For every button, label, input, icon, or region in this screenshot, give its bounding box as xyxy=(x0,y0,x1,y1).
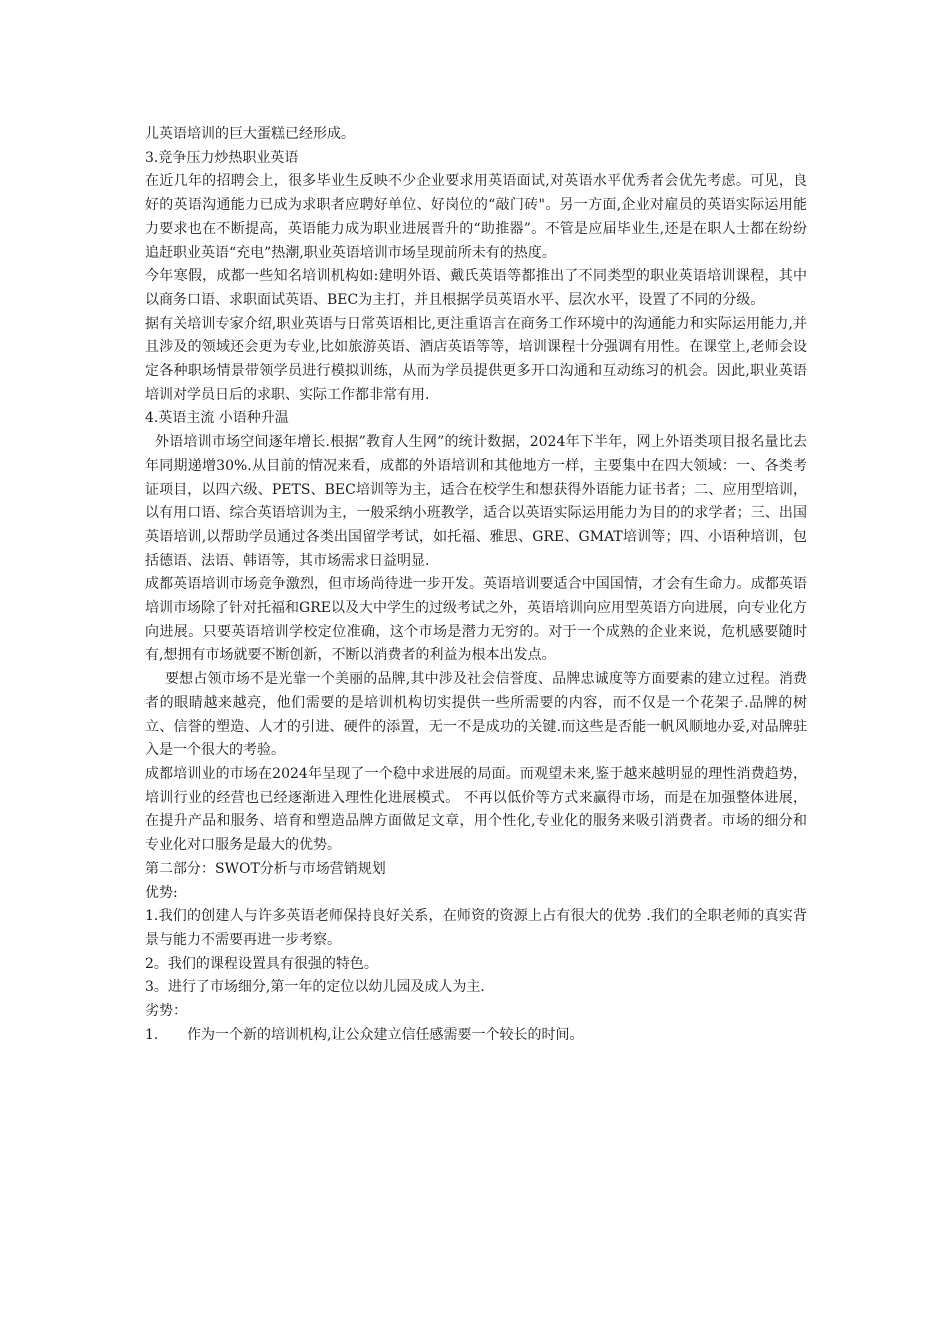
paragraph: 今年寒假，成都一些知名培训机构如:建明外语、戴氏英语等都推出了不同类型的职业英语培训课程，其中以商务口语、求职面试英语、BEC为主打，并且根据学员英语水平、层次水平，设置了不同的分级。 xyxy=(145,268,807,308)
paragraph: 成都英语培训市场竞争激烈，但市场尚待进一步开发。英语培训要适合中国国情，才会有生命力。成都英语培训市场除了针对托福和GRE以及大中学生的过级考试之外，英语培训向应用型英语方向进展，向专业化方向进展。只要英语培训学校定位准确，这个市场是潜力无穷的。对于一个成熟的企业来说，危机感要随时有,想拥有市场就要不断创新，不断以消费者的利益为根本出发点。 xyxy=(145,576,807,664)
strengths-heading: 优势: xyxy=(145,884,178,901)
strength-item: 3。进行了市场细分,第一年的定位以幼儿园及成人为主. xyxy=(145,979,485,996)
paragraph-intro-tail: 儿英语培训的巨大蛋糕已经形成。 xyxy=(145,126,355,142)
weaknesses-heading: 劣势： xyxy=(145,1003,187,1020)
strength-item: 1.我们的创建人与许多英语老师保持良好关系，在师资的资源上占有很大的优势 .我们的全职老师的真实背景与能力不需要再进一步考察。 xyxy=(145,908,807,948)
list-number: 1. xyxy=(145,1026,159,1043)
paragraph: 在近几年的招聘会上，很多毕业生反映不少企业要求用英语面试,对英语水平优秀者会优先考虑。可见，良好的英语沟通能力已成为求职者应聘好单位、好岗位的“敲门砖"。另一方面,企业对雇员的英语实际运用能力要求也在不断提高，英语能力成为职业进展晋升的“助推器”。不管是应届毕业生,还是在职人士都在纷纷追赶职业英语“充电”热潮,职业英语培训市场呈现前所未有的热度。 xyxy=(145,173,807,261)
list-text: 作为一个新的培训机构,让公众建立信任感需要一个较长的时间。 xyxy=(187,1026,584,1043)
paragraph: 据有关培训专家介绍,职业英语与日常英语相比,更注重语言在商务工作环境中的沟通能力和实际运用能力,并且涉及的领域还会更为专业,比如旅游英语、酒店英语等等，培训课程十分强调有用性。在课堂上,老师会设定各种职场情景带领学员进行模拟训练，从而为学员提供更多开口沟通和互动练习的机会。因此,职业英语培训对学员日后的求职、实际工作都非常有用. xyxy=(145,315,807,403)
weakness-item xyxy=(145,1024,807,1048)
paragraph: 外语培训市场空间逐年增长.根据”教育人生网”的统计数据，2024年下半年，网上外语类项目报名量比去年同期递增30%.从目前的情况来看，成都的外语培训和其他地方一样，主要集中在四大领域：一、各类考证项目，以四六级、PETS、BEC培训等为主，适合在校学生和想获得外语能力证书者；二、应用型培训，以有用口语、综合英语培训为主，一般采纳小班教学，适合以英语实际运用能力为目的的求学者；三、出国英语培训,以帮助学员通过各类出国留学考试，如托福、雅思、GRE、GMAT培训等；四、小语种培训，包括德语、法语、韩语等，其市场需求日益明显. xyxy=(145,434,807,569)
section-heading-3: 3.竞争压力炒热职业英语 xyxy=(145,149,299,166)
paragraph: 要想占领市场不是光靠一个美丽的品牌,其中涉及社会信誉度、品牌忠诚度等方面要素的建立过程。消费者的眼睛越来越亮，他们需要的是培训机构切实提供一些所需要的内容，而不仅是一个花架子.品牌的树立、信誉的塑造、人才的引进、硬件的添置，无一不是成功的关键.而这些是否能一帆风顺地办妥,对品牌驻入是一个很大的考验。 xyxy=(145,671,807,759)
document-body xyxy=(145,123,807,1047)
strength-item: 2。我们的课程设置具有很强的特色。 xyxy=(145,955,378,972)
section-heading-4: 4.英语主流 小语种升温 xyxy=(145,410,289,427)
paragraph: 成都培训业的市场在2024年呈现了一个稳中求进展的局面。而观望未来,鉴于越来越明显的理性消费趋势，培训行业的经营也已经逐渐进入理性化进展模式。 不再以低价等方式来赢得市场，而是在加强整体进展，在提升产品和服务、培育和塑造品牌方面做足文章，用个性化,专业化的服务来吸引消费者。市场的细分和专业化对口服务是最大的优势。 xyxy=(145,765,807,854)
part-heading: 第二部分：SWOT分析与市场营销规划 xyxy=(145,860,386,877)
